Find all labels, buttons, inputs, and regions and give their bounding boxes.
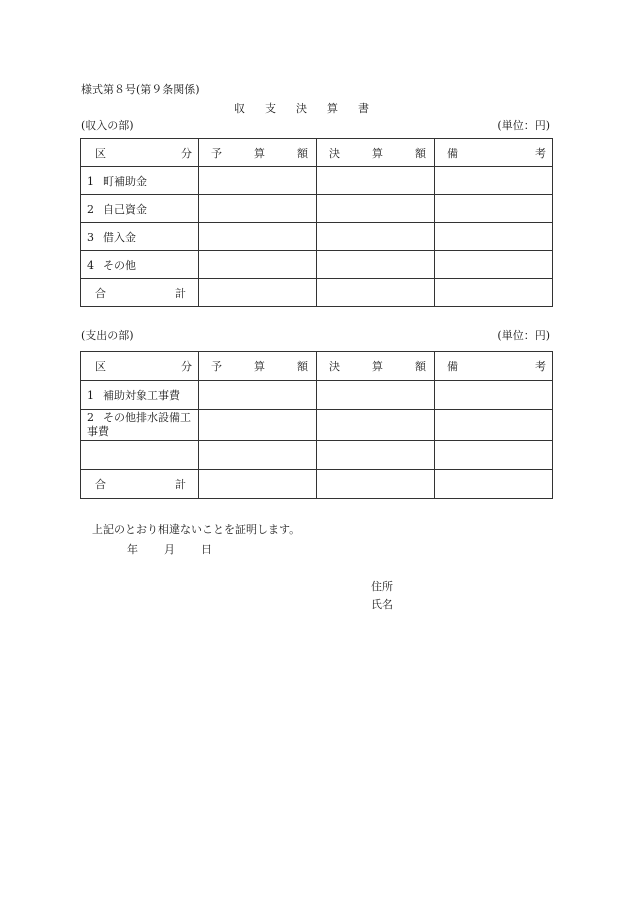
title-char: 収 [234,102,245,115]
income-table [80,138,553,307]
total-row [81,279,553,307]
row-label: 2 自己資金 [81,195,199,223]
row-label: 4 その他 [81,251,199,279]
row-label[interactable] [81,441,199,470]
header-remarks: 備 考 [435,139,553,167]
table-header-row [81,139,553,167]
table-row [81,223,553,251]
settlement-cell[interactable] [317,251,435,279]
table-row [81,410,553,441]
address-label: 住所 [371,580,393,593]
date-year: 年 [127,543,138,556]
title-char: 算 [327,102,338,115]
remarks-cell[interactable] [435,441,553,470]
remarks-cell[interactable] [435,223,553,251]
remarks-cell[interactable] [435,279,553,307]
settlement-cell[interactable] [317,410,435,441]
income-section-label: (収入の部) [81,119,134,132]
settlement-cell[interactable] [317,279,435,307]
budget-cell[interactable] [199,279,317,307]
header-remarks: 備 考 [435,352,553,381]
remarks-cell[interactable] [435,470,553,499]
title-char: 書 [358,102,369,115]
settlement-cell[interactable] [317,223,435,251]
expense-section-label: (支出の部) [81,329,134,342]
settlement-cell[interactable] [317,167,435,195]
settlement-cell[interactable] [317,195,435,223]
settlement-cell[interactable] [317,381,435,410]
remarks-cell[interactable] [435,251,553,279]
date-day: 日 [201,543,212,556]
budget-cell[interactable] [199,381,317,410]
remarks-cell[interactable] [435,381,553,410]
budget-cell[interactable] [199,195,317,223]
header-budget: 予 算 額 [199,352,317,381]
budget-cell[interactable] [199,251,317,279]
expense-unit-label: (単位：円) [497,329,550,342]
certification-text: 上記のとおり相違ないことを証明します。 [92,523,301,536]
table-row [81,251,553,279]
title-char: 決 [296,102,307,115]
table-row [81,195,553,223]
table-row [81,381,553,410]
income-unit-label: (単位：円) [497,119,550,132]
header-budget: 予 算 額 [199,139,317,167]
budget-cell[interactable] [199,441,317,470]
table-row [81,167,553,195]
settlement-cell[interactable] [317,470,435,499]
budget-cell[interactable] [199,167,317,195]
form-number: 様式第８号(第９条関係) [81,83,200,96]
date-month: 月 [164,543,175,556]
budget-cell[interactable] [199,410,317,441]
name-label: 氏名 [371,598,393,611]
row-label: 1 町補助金 [81,167,199,195]
header-category: 区 分 [81,139,199,167]
row-label: 2 その他排水設備工事費 [81,410,199,441]
budget-cell[interactable] [199,223,317,251]
header-settlement: 決 算 額 [317,352,435,381]
total-row [81,470,553,499]
remarks-cell[interactable] [435,195,553,223]
row-label: 1 補助対象工事費 [81,381,199,410]
total-label: 合 計 [81,279,199,307]
document-title [234,100,389,116]
table-row-empty [81,441,553,470]
expense-table [80,351,553,499]
remarks-cell[interactable] [435,167,553,195]
table-header-row [81,352,553,381]
total-label: 合 計 [81,470,199,499]
budget-cell[interactable] [199,470,317,499]
remarks-cell[interactable] [435,410,553,441]
row-label: 3 借入金 [81,223,199,251]
header-settlement: 決 算 額 [317,139,435,167]
settlement-cell[interactable] [317,441,435,470]
title-char: 支 [265,102,276,115]
header-category: 区 分 [81,352,199,381]
date-line [127,541,238,557]
